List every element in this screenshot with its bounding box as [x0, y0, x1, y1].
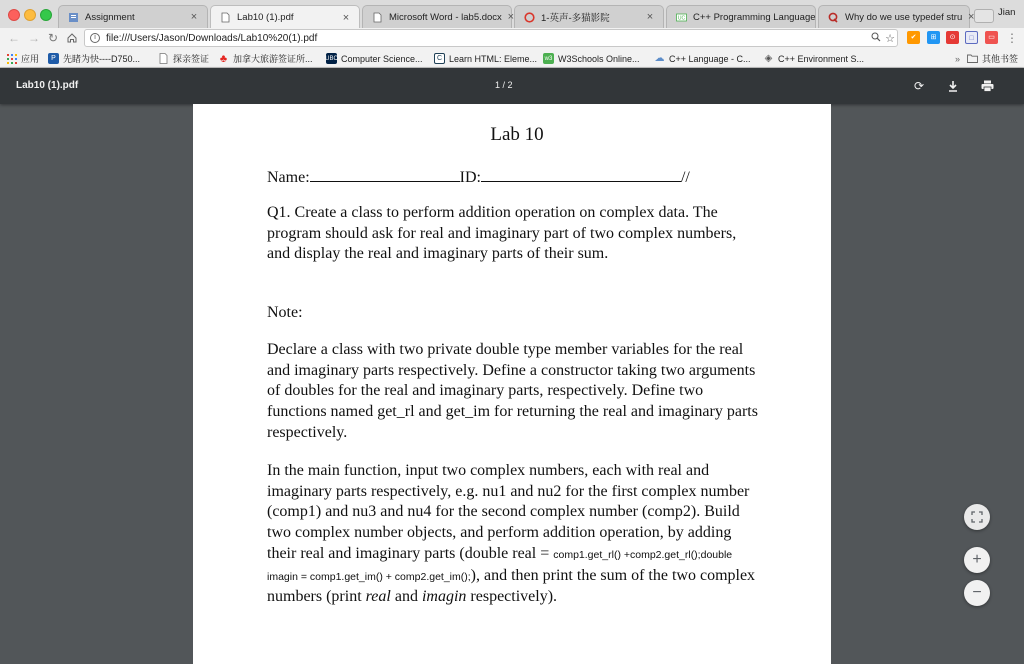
file-icon	[372, 12, 383, 23]
bookmark-label: 其他书签	[982, 54, 1019, 64]
w3schools-icon: w3	[543, 53, 554, 64]
reload-icon[interactable]: ↻	[47, 31, 59, 45]
assignment-icon	[68, 12, 79, 23]
cpp-env-icon: ◈	[764, 53, 773, 64]
address-bar[interactable]	[84, 29, 898, 47]
current-page[interactable]: 1	[495, 80, 501, 90]
address-url[interactable]: file:///Users/Jason/Downloads/Lab10%20(1).pdf	[106, 32, 318, 44]
other-bookmarks[interactable]	[967, 51, 1018, 66]
window-zoom-button[interactable]	[40, 9, 52, 21]
zoom-icon[interactable]	[869, 32, 883, 45]
real-var: real	[365, 588, 391, 606]
close-icon[interactable]: ×	[968, 11, 975, 23]
bookmark-item[interactable]	[48, 51, 140, 66]
bookmark-item[interactable]	[763, 51, 864, 66]
zoom-out-button[interactable]: −	[964, 580, 990, 606]
tab-strip	[0, 0, 1024, 28]
tab-title: Microsoft Word - lab5.docx	[389, 11, 502, 23]
extension-icon[interactable]: ▭	[985, 31, 998, 44]
tab-lab10-pdf[interactable]	[210, 5, 360, 29]
browser-toolbar	[0, 28, 1024, 49]
info-icon[interactable]: i	[90, 33, 100, 43]
close-icon[interactable]: ×	[190, 11, 198, 23]
tab-cpp-language[interactable]	[666, 5, 816, 28]
main-text-a: In the main function, input two complex numbers, each with real and imaginary parts respectively, e.g. nu1 and nu2 for the first complex number (comp1) and nu3 and nu4 for the second complex number (comp2). Build two complex number objects, and perform addition operation, by adding their real and imaginary parts (double real =	[267, 462, 750, 562]
pdf-toolbar	[0, 68, 1024, 104]
file-icon	[220, 12, 231, 23]
tab-title: 1-英声-多猫影院	[541, 13, 610, 24]
name-id-line	[267, 168, 690, 187]
tab-movie-site[interactable]	[514, 5, 664, 28]
pdf-page	[193, 104, 831, 664]
menu-icon[interactable]: ⋮	[1006, 31, 1018, 45]
bookmark-label: 探亲签证	[173, 54, 210, 64]
tab-quora-typedef[interactable]	[818, 5, 975, 28]
tab-title: Why do we use typedef stru	[845, 11, 963, 23]
bookmark-item[interactable]	[543, 51, 640, 66]
extension-icon[interactable]: ⊞	[927, 31, 940, 44]
extension-icon[interactable]: ⊙	[946, 31, 959, 44]
fit-page-button[interactable]	[964, 504, 990, 530]
cplusplus-icon: ☁	[654, 53, 665, 64]
download-icon[interactable]	[946, 79, 960, 93]
svg-text:UC: UC	[677, 15, 686, 22]
page-indicator	[495, 80, 513, 90]
window-minimize-button[interactable]	[24, 9, 36, 21]
total-pages: / 2	[502, 80, 513, 90]
home-icon[interactable]	[64, 30, 80, 46]
folder-icon	[967, 53, 978, 64]
main-text-b: ), and then print the sum of the two complex numbers (print	[267, 566, 756, 606]
name-blank	[310, 168, 460, 182]
maple-leaf-icon: ♣	[219, 52, 228, 65]
bookmark-item[interactable]	[218, 51, 313, 66]
zoom-in-button[interactable]: +	[964, 547, 990, 573]
tab-title: Assignment	[85, 11, 135, 23]
bookmarks-overflow-button[interactable]: »	[955, 53, 961, 64]
bookmark-site-icon: P	[48, 53, 59, 64]
bookmark-item[interactable]	[6, 51, 39, 66]
pdf-file-title: Lab10 (1).pdf	[16, 80, 79, 91]
id-blank	[481, 168, 681, 182]
close-icon[interactable]: ×	[342, 11, 350, 24]
main-function-paragraph	[267, 461, 763, 608]
bookmark-label: C++ Language - C...	[669, 53, 751, 64]
note-label: Note:	[267, 304, 303, 321]
tab-title: Lab10 (1).pdf	[237, 12, 294, 23]
close-icon[interactable]: ×	[507, 11, 515, 23]
forward-icon[interactable]: →	[28, 31, 40, 45]
quora-icon	[828, 12, 839, 23]
file-icon	[158, 53, 169, 64]
main-end: respectively).	[466, 588, 558, 606]
apps-icon	[6, 53, 17, 64]
bookmark-label: 先睹为快----D750...	[63, 54, 141, 64]
window-close-button[interactable]	[8, 9, 20, 21]
bookmark-label: 应用	[21, 54, 40, 64]
tab-assignment[interactable]	[58, 5, 208, 28]
new-tab-button[interactable]	[974, 9, 994, 23]
star-icon[interactable]: ☆	[885, 32, 895, 45]
bookmarks-bar	[0, 49, 1024, 68]
main-and: and	[390, 588, 422, 606]
document-title: Lab 10	[490, 124, 544, 145]
cpp-icon	[676, 12, 687, 23]
extension-icon[interactable]: □	[965, 31, 978, 44]
codecademy-icon: C	[434, 53, 445, 64]
name-label: Name:	[267, 169, 310, 186]
tab-title: C++ Programming Language	[693, 11, 816, 23]
print-icon[interactable]	[980, 79, 994, 93]
bookmark-label: Learn HTML: Eleme...	[449, 53, 538, 64]
close-icon[interactable]: ×	[646, 11, 654, 23]
bookmark-item[interactable]	[654, 51, 751, 66]
profile-name[interactable]: Jian	[998, 7, 1016, 18]
extension-icon[interactable]: ✔	[907, 31, 920, 44]
bookmark-label: Computer Science...	[341, 53, 423, 64]
id-label: ID:	[459, 169, 481, 186]
bookmark-item[interactable]	[326, 51, 423, 66]
opera-icon	[524, 12, 535, 23]
id-suffix: //	[680, 169, 690, 186]
rotate-icon[interactable]: ⟳	[913, 79, 925, 93]
note-paragraph: Declare a class with two private double type member variables for the real and imaginary parts respectively. Define a constructor taking two arguments of doubles for the real and imaginary parts, respectively. Define two functions named get_rl and get_im for returning the real and imaginary parts respectively.	[267, 341, 758, 441]
ubc-icon: UBC	[326, 53, 337, 64]
question-1: Q1. Create a class to perform addition operation on complex data. The program should ask for real and imaginary part of two complex numbers, and display the real and imaginary parts of their sum.	[267, 204, 737, 263]
back-icon[interactable]: ←	[8, 31, 20, 45]
bookmark-label: W3Schools Online...	[558, 53, 640, 64]
bookmark-label: 加拿大旅游签证所...	[233, 54, 313, 64]
tab-word-doc[interactable]	[362, 5, 515, 28]
imagin-var: imagin	[421, 588, 467, 606]
code-snippet: comp1.get_rl() +comp2.get_rl();double imagin = comp1.get_im() + comp2.get_im();	[267, 548, 733, 583]
bookmark-label: C++ Environment S...	[778, 53, 865, 64]
bookmark-item[interactable]	[434, 51, 537, 66]
bookmark-item[interactable]	[158, 51, 209, 66]
